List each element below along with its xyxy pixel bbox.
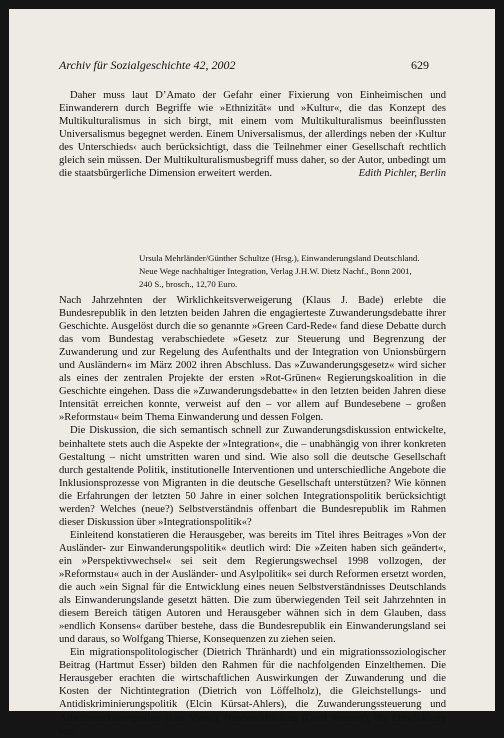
previous-review-ending: [59, 89, 446, 180]
citation-line: Neue Wege nachhaltiger Integration, Verlag J.H.W. Dietz Nachf., Bonn 2001,: [139, 266, 412, 276]
page-number: 629: [411, 58, 429, 72]
book-citation: [139, 252, 449, 291]
review-paragraph: Einleitend konstatieren die Herausgeber, was bereits im Titel ihres Beitrages »Von der Ausländer- zur Einwanderungspolitik« deutlich wird: Die »Zeiten haben sich geändert«, ein »Perspektivwechsel« sei seit dem Regierungswechsel 1998 vollzogen, der »Reformstau« auch in der Ausländer- und Asylpolitik« sei durch Reformen ersetzt worden, die auch »ein Signal für die Entwicklung eines neuen Selbstverständnisses Deutschlands als Einwanderungslande gesetzt hätten. Die zum überwiegenden Teil seit Jahrzehnten in diesem Bereich tätigen Autoren und Herausgeber wähnen sich in dem Glauben, dass »endlich Konsens« darüber bestehe, dass die Bundesrepublik ein Einwanderungsland sei und daraus, so Wolfgang Thierse, Konsequenzen zu ziehen seien.: [59, 529, 446, 646]
book-page: [9, 9, 495, 737]
review-paragraph: Ein migrationspolitologischer (Dietrich Thränhardt) und ein migrationssoziologischer Beitrag (Hartmut Esser) bilden den Rahmen für die nachfolgenden Einzelthemen. Die Herausgeber erachten die wirtschaftlichen Auswirkungen der Zuwanderung und die Kosten der Nichtintegration (Dietrich von Löffelholz), die Gleichstellungs- und Antidiskriminierungspolitik (Elcin Kürsat-Ahlers), die Zuwanderungssteuerung und Arbeitsmarktintegration (Leo Monz), Netzwerkbildung (Gerd Strasser), die Entwicklung von: [59, 647, 446, 737]
reviewer-signature: Edith Pichler, Berlin: [358, 168, 446, 180]
review-paragraph: Nach Jahrzehnten der Wirklichkeitsverweigerung (Klaus J. Bade) erlebte die Bundesrepublik in den letzten beiden Jahren die engagierteste Zuwanderungsdebatte ihrer Geschichte. Ausgelöst durch die so genannte »Green Card-Rede« fand diese Debatte durch das vom Bundestag verabschiedete »Gesetz zur Steuerung und Begrenzung der Zuwanderung und zur Regelung des Aufenthalts und der Integration von Unionsbürgern und Ausländern« im März 2002 ihren Abschluss. Das »Zuwanderungsgesetz« wird sicher als eines der zentralen Projekte der ersten »Rot-Grünen« Regierungskoalition in die Geschichte eingehen. Dass die »Zuwanderungsdebatte« in den letzten beiden Jahren diese Intensität erreichen konnte, verweist auf den – vor allem auf Bundesebene – großen »Reformstau« beim Thema Einwanderung und dessen Folgen.: [59, 295, 446, 424]
journal-title: Archiv für Sozialgeschichte 42, 2002: [59, 58, 236, 72]
citation-line: Ursula Mehrländer/Günther Schultze (Hrsg.), Einwanderungsland Deutschland.: [139, 253, 420, 263]
previous-review-text: Daher muss laut D’Amato der Gefahr einer Fixierung von Einheimischen und Einwanderern durch Begriffe wie »Ethnizität« und »Kultur«, die das Konzept des Multikulturalismus in sich birgt, mit einem vom Multikulturalismus beeinflussten Universalismus begegnet werden. Einem Universalismus, der allerdings neben der ›Kultur des Unterschieds‹ auch berücksichtigt, dass die Teilnehmer einer Gesellschaft rechtlich gleich sein müssen. Der Multikulturalismusbegriff muss daher, so der Autor, unbedingt um die staatsbürgerliche Dimension erweitert werden.: [59, 90, 446, 180]
review-body: [59, 294, 446, 738]
running-header: [59, 58, 429, 72]
review-paragraph: Die Diskussion, die sich semantisch schnell zur Zuwanderungsdiskussion entwickelte, beinhaltete stets auch die Aspekte der »Integration«, die – unabhängig von ihrer konkreten Gestaltung – nicht umstritten waren und sind. Wie also soll die deutsche Gesellschaft durch gestaltende Politik, institutionelle Interventionen und unterschiedliche Angebote die Inklusionsprozesse von Migranten in die deutsche Gesellschaft unterstützen? Wie können die Erfahrungen der letzten 50 Jahre in einer solchen Integrationspolitik berücksichtigt werden? Welches (neue?) Selbstverständnis offenbart die Bundesrepublik im Rahmen dieser Diskussion über »Integrationspolitik«?: [59, 425, 446, 528]
citation-line: 240 S., brosch., 12,70 Euro.: [139, 279, 238, 289]
